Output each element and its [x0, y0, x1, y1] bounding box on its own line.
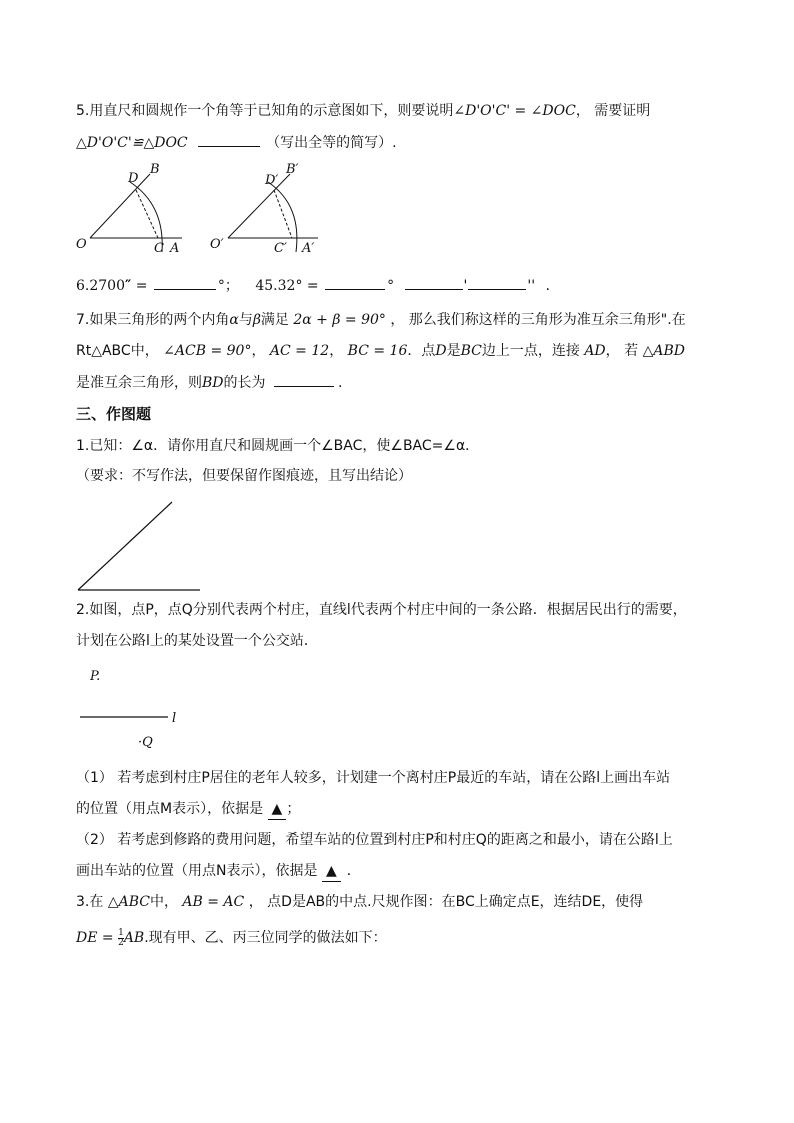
label-A: A	[170, 241, 180, 256]
q6-deg2: °	[387, 278, 395, 294]
q6-min: '	[463, 278, 468, 294]
label-B: B	[150, 162, 160, 177]
p1-line1: 1.已知：∠α．请你用直尺和圆规画一个∠BAC，使∠BAC=∠α．	[76, 438, 480, 454]
q7-t5: Rt△ABC中，	[76, 343, 159, 359]
q7-t7: 是	[446, 343, 461, 359]
q6-blank-4	[468, 275, 526, 290]
q7-c2: ，	[329, 343, 344, 359]
q6-blank-3	[405, 275, 463, 290]
q7-t2: 与	[238, 312, 253, 328]
q5-answer-blank	[198, 132, 260, 147]
q5-figure-left	[76, 162, 182, 256]
p3-t3: ， 点D是AB的中点.尺规作图：在BC上确定点E，连结DE，使得	[248, 894, 644, 910]
p2-sub2-end: ．	[346, 863, 361, 879]
point-Q: ·Q	[138, 735, 153, 750]
pq-road-figure	[76, 662, 186, 752]
p3-line1	[76, 892, 643, 912]
q5-text: 5.用直尺和圆规作一个角等于已知角的示意图如下，则要说明	[76, 103, 454, 119]
p2-line2: 计划在公路l上的某处设置一个公交站．	[76, 633, 318, 649]
label-A-prime: A′	[302, 241, 315, 256]
line-l: l	[172, 711, 177, 726]
p2-sub1-line2	[76, 799, 300, 820]
p3-den: 2	[118, 937, 124, 948]
angle-alpha-figure	[76, 500, 206, 595]
q6-eq: =	[131, 278, 152, 294]
q7-line2	[76, 341, 685, 361]
p3-ab: AB	[123, 930, 145, 946]
label-D-prime: D′	[265, 173, 279, 188]
q7-acb: ∠ACB = 90°	[163, 343, 252, 359]
p2-sub2-line2	[76, 861, 361, 882]
q7-condition: 2α + β = 90°	[293, 312, 386, 328]
q7-answer-blank	[274, 372, 334, 387]
p3-num: 1	[118, 927, 124, 938]
q6-prime: ″	[125, 278, 132, 294]
answer-mark-2: ▲	[322, 861, 341, 882]
q7-t12: .	[337, 375, 343, 391]
point-P: P.	[90, 669, 101, 684]
q7-line1	[76, 310, 686, 330]
q5-figure	[70, 160, 330, 260]
q7-t9: ， 若	[605, 343, 639, 359]
p3-line2	[76, 928, 387, 948]
q6-lead: 6.2700	[76, 278, 125, 294]
p3-t4: .现有甲、乙、丙三位同学的做法如下：	[144, 930, 387, 946]
q7-t1: 7.如果三角形的两个内角	[76, 312, 230, 328]
q7-t8: 边上一点，连接	[481, 343, 580, 359]
p3-de: DE =	[76, 930, 114, 946]
label-B-prime: B′	[286, 162, 299, 177]
q7-line3	[76, 372, 342, 393]
q7-AD: AD	[584, 343, 606, 359]
q5-line2	[76, 132, 397, 153]
p3-eq: AB = AC	[182, 894, 245, 910]
q6-deg: °；	[217, 278, 239, 294]
section-heading: 三、作图题	[76, 405, 152, 423]
p2-sub2-text: 画出车站的位置（用点N表示），依据是	[76, 863, 318, 879]
label-C: C	[154, 241, 164, 256]
q5-figure-right	[210, 162, 318, 256]
label-C-prime: C′	[274, 241, 287, 256]
q5-text-c: （写出全等的简写）.	[266, 135, 397, 151]
q5-text-b: ， 需要证明	[575, 103, 651, 119]
q6-blank-2	[325, 275, 385, 290]
p2-sub1-line1: （1） 若考虑到村庄P居住的老年人较多，计划建一个离村庄P最近的车站，请在公路l上画出车站	[76, 770, 671, 786]
q7-t6: ．点	[407, 343, 436, 359]
q7-c1: ，	[251, 343, 266, 359]
q5-congruence: △D'O'C'≌△DOC	[76, 135, 188, 151]
q6-sec: ''	[527, 278, 536, 294]
p2-sub2-line1: （2） 若考虑到修路的费用问题，希望车站的位置到村庄P和村庄Q的距离之和最小，请在公路l上	[76, 832, 673, 848]
answer-mark-1: ▲	[268, 799, 287, 820]
q7-t10: 是准互余三角形，则	[76, 375, 202, 391]
label-O-prime: O′	[210, 237, 224, 252]
q7-t4: ， 那么我们称这样的三角形为准互余三角形".在	[390, 312, 686, 328]
q7-ac: AC = 12	[269, 343, 330, 359]
q7-alpha: α	[229, 312, 239, 328]
q6-blank-1	[154, 275, 216, 290]
p1-line2: （要求：不写作法，但要保留作图痕迹，且写出结论）	[76, 468, 412, 484]
p2-sub1-end: ；	[286, 801, 301, 817]
label-D: D	[128, 171, 139, 186]
p3-t1: 3.在	[76, 894, 104, 910]
q5-line1	[76, 101, 650, 121]
q6-val: 45.32° =	[255, 278, 324, 294]
q7-BD: BD	[202, 375, 224, 391]
q7-bc: BC = 16	[347, 343, 408, 359]
q6-line	[76, 275, 550, 296]
p2-line1: 2.如图，点P，点Q分别代表两个村庄，直线l代表两个村庄中间的一条公路．根据居民出行的需要，	[76, 602, 687, 618]
q7-D: D	[435, 343, 447, 359]
p3-abc: △ABC	[107, 894, 150, 910]
q6-end: .	[545, 278, 550, 294]
q7-abd: △ABD	[642, 343, 685, 359]
q5-eq: ∠D'O'C' = ∠DOC	[453, 103, 576, 119]
q7-t3: 满足	[260, 312, 289, 328]
q7-BC: BC	[460, 343, 482, 359]
p3-t2: 中，	[149, 894, 178, 910]
p2-sub1-text: 的位置（用点M表示），依据是	[76, 801, 264, 817]
q7-beta: β	[252, 312, 261, 328]
label-O: O	[76, 237, 87, 252]
q7-t11: 的长为	[223, 375, 266, 391]
